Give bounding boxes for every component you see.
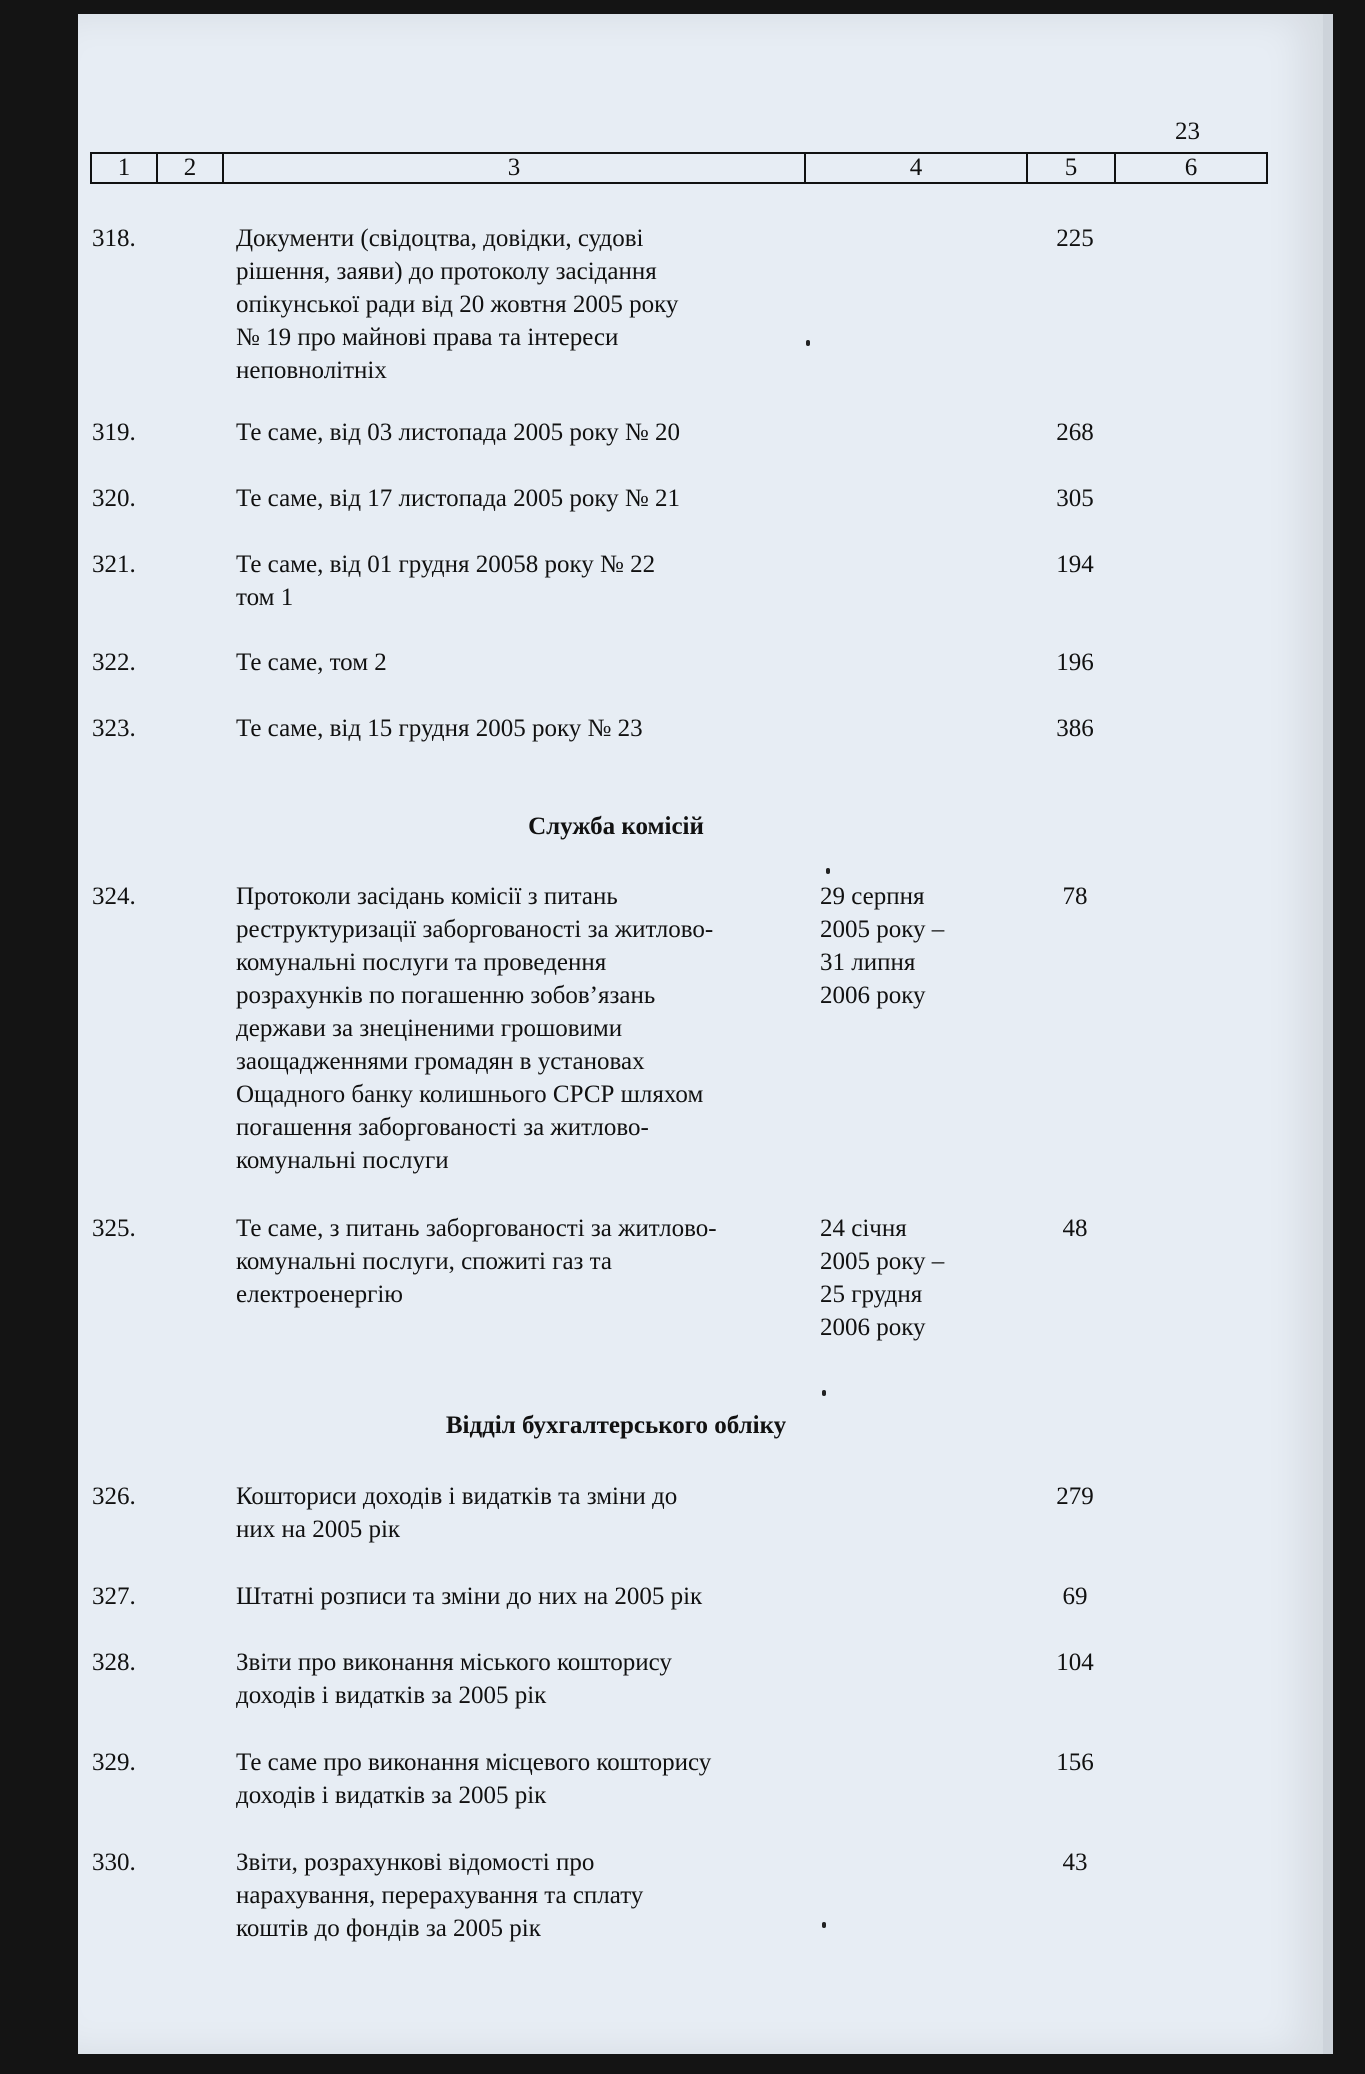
entry-number: 326. [92,1483,136,1510]
entry-number: 330. [92,1849,136,1876]
entry-title-line: електроенергію [236,1281,403,1308]
entry-number: 323. [92,715,136,742]
column-header: 5 [1028,154,1116,182]
scan-speck [822,1390,826,1396]
entry-sheet-count: 104 [1056,1649,1094,1676]
entry-sheet-count: 305 [1056,485,1094,512]
entry-title-line: коштів до фондів за 2005 рік [236,1915,541,1942]
entry-title-line: нарахування, перерахування та сплату [236,1882,644,1909]
entry-title-line: комунальні послуги та проведення [236,949,607,976]
entry-title [236,1580,806,1613]
entry-date-line: 2005 року – [820,916,945,943]
entry-title-line: Ощадного банку колишнього СРСР шляхом [236,1081,704,1108]
entry-title [236,416,806,449]
entry-title [236,1846,806,1945]
entry-title-line: Те саме, з питань заборгованості за житлово- [236,1215,717,1242]
column-header: 6 [1184,154,1198,181]
entry-title-line: рішення, заяви) до протоколу засідання [236,258,657,285]
entry-date-line: 31 липня [820,949,916,976]
entry-title-line: неповнолітніх [236,357,387,384]
column-header: 4 [806,154,1028,182]
entry-sheet-count: 156 [1056,1749,1094,1776]
entry-number: 325. [92,1215,136,1242]
entry-dates [820,1212,970,1344]
entry-title-line: Протоколи засідань комісії з питань [236,883,618,910]
entry-title [236,1212,806,1311]
entry-sheet-count: 69 [1062,1583,1088,1610]
entry-title [236,1480,806,1546]
column-header: 1 [92,154,158,182]
entry-number: 318. [92,225,136,252]
entry-title-line: погашення заборгованості за житлово- [236,1114,649,1141]
entry-title-line: Те саме про виконання місцевого кошторису [236,1749,712,1776]
entry-number: 327. [92,1583,136,1610]
entry-title-line: Кошториси доходів і видатків та зміни до [236,1483,678,1510]
entry-title-line: них на 2005 рік [236,1516,401,1543]
column-header: 2 [158,154,224,182]
entry-number: 329. [92,1749,136,1776]
entry-dates [820,880,970,1012]
entry-sheet-count: 386 [1056,715,1094,742]
entry-sheet-count: 43 [1062,1849,1088,1876]
entry-title-line: розрахунків по погашенню зобов’язань [236,982,656,1009]
entry-title-line: Звіти, розрахункові відомості про [236,1849,595,1876]
entry-date-line: 2006 року [820,1314,926,1341]
entry-title-line: Те саме, від 01 грудня 20058 року № 22 [236,551,656,578]
entry-title-line: заощадженнями громадян в установах [236,1048,645,1075]
entry-date-line: 29 серпня [820,883,925,910]
entry-title-line: реструктуризації заборгованості за житлово- [236,916,714,943]
entry-title-line: Те саме, від 15 грудня 2005 року № 23 [236,715,643,742]
entry-title-line: Те саме, том 2 [236,649,387,676]
entry-title-line: № 19 про майнові права та інтереси [236,324,619,351]
column-header: 3 [224,154,806,182]
entry-title-line: доходів і видатків за 2005 рік [236,1782,547,1809]
entry-sheet-count: 225 [1056,225,1094,252]
entry-sheet-count: 196 [1056,649,1094,676]
entry-number: 321. [92,551,136,578]
entry-title-line: Штатні розписи та зміни до них на 2005 рік [236,1583,703,1610]
entry-title [236,548,806,614]
entry-date-line: 2005 року – [820,1248,945,1275]
entry-sheet-count: 268 [1056,419,1094,446]
entry-number: 320. [92,485,136,512]
entry-date-line: 2006 року [820,982,926,1009]
page-number: 23 [1175,118,1200,145]
entry-title [236,1646,806,1712]
paper-edge [1323,14,1333,2054]
entry-title [236,646,806,679]
entry-title-line: доходів і видатків за 2005 рік [236,1682,547,1709]
entry-sheet-count: 279 [1056,1483,1094,1510]
entry-title-line: комунальні послуги, спожиті газ та [236,1248,613,1275]
entry-title-line: Звіти про виконання міського кошторису [236,1649,672,1676]
entry-title-line: Те саме, від 03 листопада 2005 року № 20 [236,419,681,446]
section-heading: Служба комісій [528,813,704,840]
entry-title-line: том 1 [236,584,294,611]
scan-speck [822,1922,826,1928]
entry-sheet-count: 194 [1056,551,1094,578]
entry-title [236,1746,806,1812]
entry-title [236,482,806,515]
entry-number: 328. [92,1649,136,1676]
entry-title-line: опікунської ради від 20 жовтня 2005 року [236,291,679,318]
entry-title [236,712,806,745]
entry-title-line: Те саме, від 17 листопада 2005 року № 21 [236,485,681,512]
section-heading: Відділ бухгалтерського обліку [445,1412,787,1439]
entry-number: 324. [92,883,136,910]
column-header-row [90,152,1268,184]
scan-speck [806,340,810,346]
entry-number: 319. [92,419,136,446]
entry-number: 322. [92,649,136,676]
entry-title [236,880,806,1177]
entry-title-line: держави за знеціненими грошовими [236,1015,623,1042]
entry-sheet-count: 78 [1062,883,1088,910]
entry-sheet-count: 48 [1062,1215,1088,1242]
entry-date-line: 25 грудня [820,1281,923,1308]
entry-title [236,222,806,387]
scan-speck [826,868,830,874]
entry-title-line: Документи (свідоцтва, довідки, судові [236,225,644,252]
entry-date-line: 24 січня [820,1215,907,1242]
entry-title-line: комунальні послуги [236,1147,449,1174]
